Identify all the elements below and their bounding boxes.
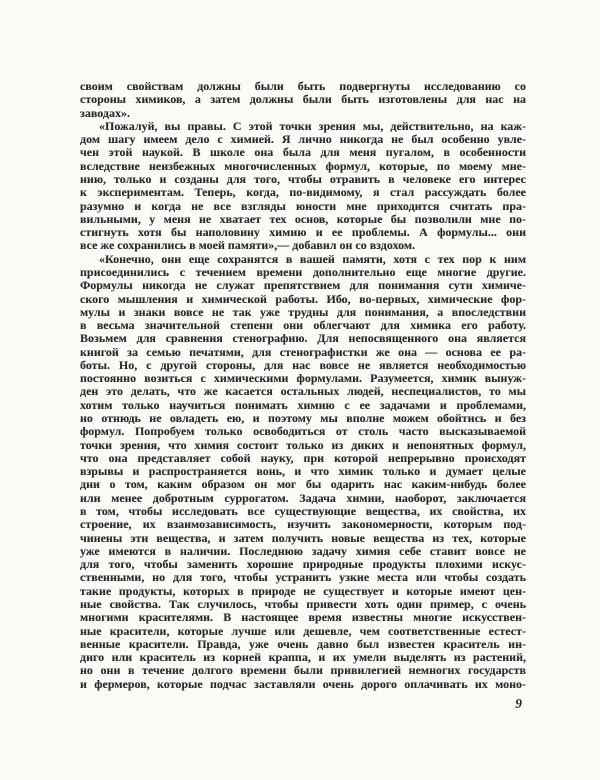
text-line: хотим только научиться понимать химию с ее задачами и проблемами,	[80, 397, 526, 412]
text-line: строение, их взаимозависимость, изучить закономерности, которым под-	[80, 517, 526, 532]
text-line: дни о том, каким образом он мог бы одарить нас каким-нибудь более	[80, 477, 526, 492]
text-line: разумно и когда не все взгляды юности мне приходится считать пра-	[80, 198, 526, 213]
text-line: многими красителями. В настоящее время известны многие искусствен-	[80, 610, 526, 625]
text-line: но отнюдь не овладеть ею, и поэтому мы вполне можем обойтись и без	[80, 411, 526, 426]
text-line: ные красители, которые лучше или дешевле, чем соответственные естест-	[80, 623, 526, 638]
text-line: «Конечно, они еще сохранятся в вашей памяти, хотя с тех пор к ним	[99, 251, 526, 266]
body-text	[80, 80, 526, 691]
text-line: ные свойства. Так случилось, чтобы привести хоть один пример, с очень	[80, 596, 526, 611]
text-line: ского мышления и химической работы. Ибо, во-первых, химические фор-	[80, 291, 526, 306]
text-line: в том, чтобы исследовать все существующие вещества, их свойства, их	[80, 504, 526, 518]
text-line: присоединились с течением времени дополнительно еще многие другие.	[80, 264, 526, 279]
text-line: но они в течение долгого времени были привилегией немногих государств	[80, 663, 526, 678]
text-line: взрывы и распространяется вонь, и что химик только и думает целые	[80, 464, 526, 479]
text-line: такие продукты, которых в природе не существует и которые имеют цен-	[80, 583, 526, 598]
text-line: вильными, у меня не хватает тех основ, которые бы позволили мне по-	[80, 211, 526, 226]
text-line: боты. Но, с другой стороны, для нас вовсе не является необходимостью	[80, 357, 526, 372]
text-line: Формулы никогда не служат препятствием для понимания сути химиче-	[80, 278, 526, 293]
text-line: постоянно возиться с химическими формулами. Разумеется, химик вынуж-	[80, 371, 526, 386]
text-line: для того, чтобы заменить хорошие природные продукты плохими искус-	[80, 557, 526, 572]
text-line: стигнуть хотя бы наполовину химию и ее проблемы. А формулы... они	[80, 225, 526, 240]
text-line: книгой за семью печатями, для стенографистки же она — основа ее ра-	[80, 344, 526, 359]
text-line: ден это делать, что же касается остальных людей, неспециалистов, то мы	[80, 384, 526, 399]
text-line: к экспериментам. Теперь, когда, по-видимому, я стал рассуждать более	[80, 185, 526, 200]
text-line: венные красители. Правда, уже очень давно был известен краситель ин-	[80, 636, 526, 651]
text-line: нию, только и созданы для того, чтобы отравить в человеке его интерес	[80, 171, 526, 186]
text-line: и фермеров, которые подчас заставляли очень дорого оплачивать их моно-	[80, 676, 526, 691]
text-line: все же сохранились в моей памяти»,— добавил он со вздохом.	[80, 238, 416, 253]
text-line: что она представляет собой науку, при которой непрерывно происходят	[80, 450, 526, 465]
text-line: в весьма значительной степени они облегчают для химика его работу.	[80, 318, 526, 333]
text-line: диго или краситель из корней краппа, и их умели выделять из растений,	[80, 650, 526, 665]
text-line: дом шагу имеем дело с химией. Я лично никогда не был особенно увле-	[80, 132, 526, 147]
text-line: «Пожалуй, вы правы. С этой точки зрения мы, действительно, на каж-	[99, 118, 526, 133]
text-line: стороны химиков, а затем должны были быть изготовлены для нас на	[80, 92, 526, 107]
text-line: чен этой наукой. В школе она была для меня пугалом, в особенности	[80, 145, 526, 160]
text-line: чинены эти вещества, и затем получить новые вещества из тех, которые	[80, 530, 526, 545]
page-number: 9	[515, 696, 522, 711]
text-line: уже имеются в наличии. Последнюю задачу химия себе ставит вовсе не	[80, 543, 526, 558]
text-line: заводах».	[80, 105, 130, 120]
text-line: вследствие неизбежных многочисленных формул, которые, по моему мне-	[80, 158, 526, 173]
text-line: точки зрения, что химия состоит только из диких и непонятных формул,	[80, 437, 526, 452]
text-line: своим свойствам должны были быть подвергнуты исследованию со	[80, 79, 526, 93]
text-line: мулы и знаки вовсе не так уже трудны для понимания, а впоследствии	[80, 304, 526, 319]
text-line: ственными, но для того, чтобы устранить узкие места или чтобы создать	[80, 570, 526, 585]
text-line: или менее добротным суррогатом. Задача химии, наоборот, заключается	[80, 490, 526, 505]
text-line: Возьмем для сравнения стенографию. Для непосвященного она является	[80, 331, 526, 346]
text-line: формул. Попробуем только освободиться от столь часто высказываемой	[80, 424, 526, 439]
